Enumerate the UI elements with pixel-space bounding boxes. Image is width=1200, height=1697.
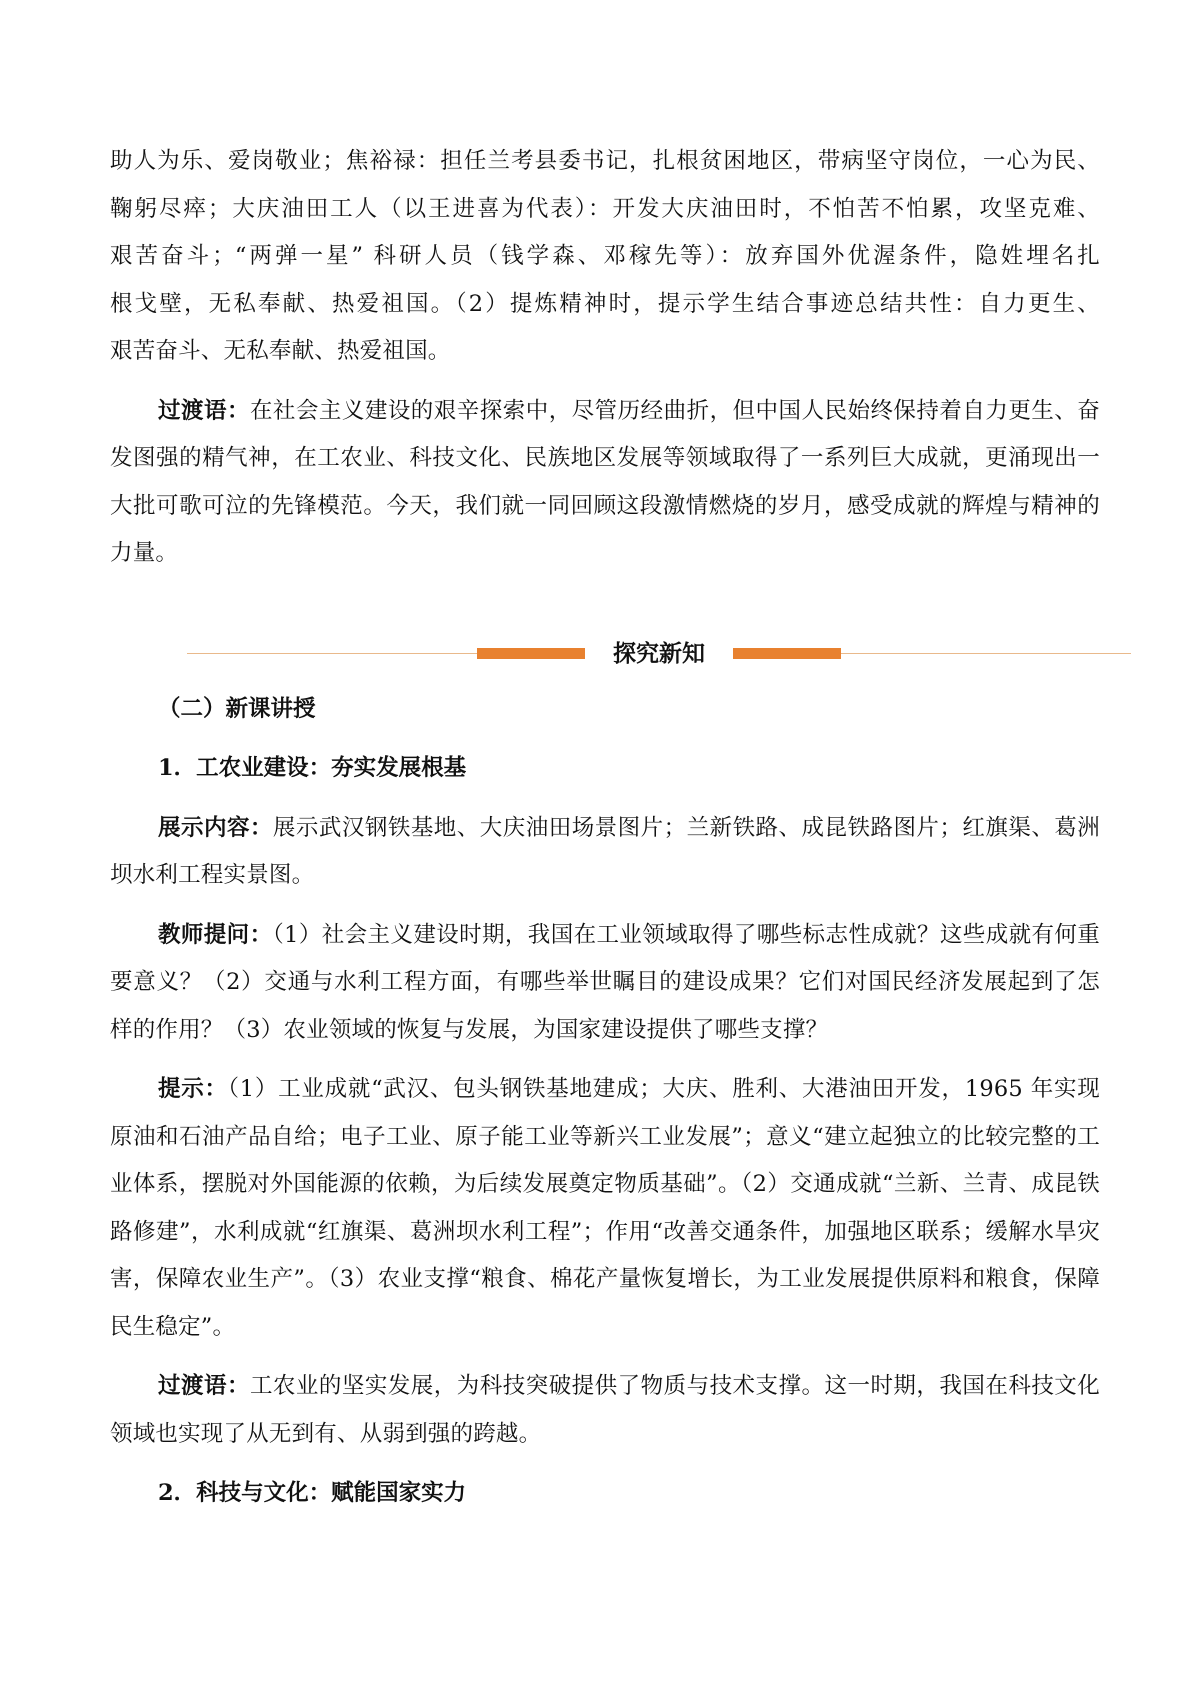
intro-paragraph bbox=[110, 138, 1100, 376]
transition-paragraph-2 bbox=[110, 1363, 1100, 1458]
question-paragraph bbox=[110, 912, 1100, 1055]
intro-line: 艰苦奋斗、无私奉献、热爱祖国。 bbox=[110, 338, 451, 364]
part2-heading: 2．科技与文化：赋能国家实力 bbox=[158, 1480, 467, 1506]
banner-title: 探究新知 bbox=[613, 639, 705, 667]
document-content bbox=[110, 138, 1100, 1530]
section-banner bbox=[110, 632, 1100, 676]
hint-text: （1）工业成就“武汉、包头钢铁基地建成；大庆、胜利、大港油田开发，1965 年实现原油和石油产品自给；电子工业、原子能工业等新兴工业发展”；意义“建立起独立的比较完整的工业体系，摆脱对外国能源的依赖，为后续发展奠定物质基础”。（2）交通成就“兰新、兰青、成昆铁路修建”，水利成就“红旗渠、葛洲坝水利工程”；作用“改善交通条件，加强地区联系；缓解水旱灾害，保障农业生产”。（3）农业支撑“粮食、棉花产量恢复增长，为工业发展提供原料和粮食，保障民生稳定”。 bbox=[110, 1076, 1100, 1340]
transition-paragraph bbox=[110, 388, 1100, 578]
display-text: 展示武汉钢铁基地、大庆油田场景图片；兰新铁路、成昆铁路图片；红旗渠、葛洲坝水利工程实景图。 bbox=[110, 814, 1100, 888]
intro-line: 鞠躬尽瘁；大庆油田工人（以王进喜为代表）：开发大庆油田时，不怕苦不怕累，攻坚克难、 bbox=[110, 195, 1100, 222]
lesson-heading: （二）新课讲授 bbox=[158, 695, 316, 722]
banner-bar-left bbox=[477, 648, 585, 659]
intro-line: 艰苦奋斗；“两弹一星” 科研人员（钱学森、邓稼先等）：放弃国外优渥条件，隐姓埋名扎 bbox=[110, 243, 1100, 269]
display-label: 展示内容： bbox=[158, 814, 273, 841]
banner-bar-right bbox=[733, 648, 841, 659]
transition-label: 过渡语： bbox=[158, 397, 250, 424]
display-paragraph bbox=[110, 805, 1100, 900]
transition-text-2: 工农业的坚实发展，为科技突破提供了物质与技术支撑。这一时期，我国在科技文化领域也实现了从无到有、从弱到强的跨越。 bbox=[110, 1373, 1100, 1447]
question-label: 教师提问： bbox=[158, 921, 273, 948]
part1-heading: 1．工农业建设：夯实发展根基 bbox=[158, 755, 467, 781]
transition-label-2: 过渡语： bbox=[158, 1373, 250, 1399]
intro-line: 根戈壁，无私奉献、热爱祖国。（2）提炼精神时，提示学生结合事迹总结共性：自力更生、 bbox=[110, 290, 1100, 317]
hint-paragraph bbox=[110, 1066, 1100, 1351]
intro-line: 助人为乐、爱岗敬业；焦裕禄：担任兰考县委书记，扎根贫困地区，带病坚守岗位，一心为民、 bbox=[110, 148, 1100, 174]
transition-text: 在社会主义建设的艰辛探索中，尽管历经曲折，但中国人民始终保持着自力更生、奋发图强的精气神，在工农业、科技文化、民族地区发展等领域取得了一系列巨大成就，更涌现出一大批可歌可泣的先锋模范。今天，我们就一同回顾这段激情燃烧的岁月，感受成就的辉煌与精神的力量。 bbox=[110, 397, 1100, 566]
question-text: （1）社会主义建设时期，我国在工业领域取得了哪些标志性成就？这些成就有何重要意义？（2）交通与水利工程方面，有哪些举世瞩目的建设成果？它们对国民经济发展起到了怎样的作用？（3）农业领域的恢复与发展，为国家建设提供了哪些支撑？ bbox=[110, 921, 1100, 1043]
hint-label: 提示： bbox=[158, 1076, 228, 1102]
